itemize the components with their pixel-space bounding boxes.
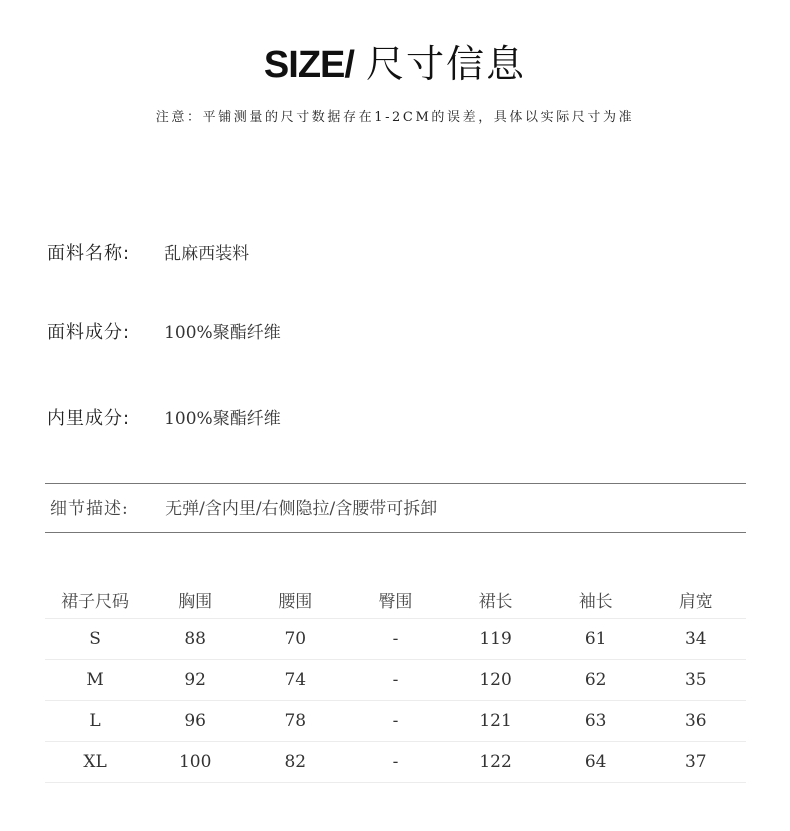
fabric-name-label: 面料名称: [47,243,131,264]
size-cell: L [89,711,101,731]
bust-cell: 100 [178,752,212,772]
shoulder-width-cell: 35 [684,670,707,690]
header-size: 裙子尺码 [61,591,130,612]
header-shoulder-width: 肩宽 [678,591,713,612]
lining-composition-row [47,404,281,434]
skirt-length-cell: 119 [479,629,512,649]
header-sleeve-length: 袖长 [578,591,613,612]
fabric-name-row [47,239,249,269]
page-title [0,40,790,89]
fabric-composition-row [47,318,281,348]
title-english: SIZE/ [263,44,354,86]
hip-cell: - [392,670,399,690]
table-row [45,660,746,701]
fabric-name-value: 乱麻西装料 [164,244,250,264]
shoulder-width-cell: 37 [684,752,707,772]
skirt-length-cell: 121 [479,711,512,731]
divider-bottom [45,532,746,533]
size-table [45,580,746,783]
shoulder-width-cell: 36 [684,711,707,731]
sleeve-length-cell: 62 [584,670,607,690]
header-skirt-length: 裙长 [478,591,513,612]
bust-cell: 88 [184,629,206,649]
skirt-length-cell: 120 [479,670,512,690]
hip-cell: - [392,629,399,649]
table-row [45,701,746,742]
lining-composition-label: 内里成分: [47,408,131,429]
skirt-length-cell: 122 [479,752,512,772]
waist-cell: 74 [284,670,307,690]
waist-cell: 70 [284,629,307,649]
size-table-header [45,580,746,619]
header-bust: 胸围 [178,591,213,612]
sleeve-length-cell: 61 [584,629,607,649]
bust-cell: 92 [184,670,206,690]
fabric-composition-value: 100%聚酯纤维 [164,323,281,343]
header-waist: 腰围 [278,591,313,612]
title-chinese: 尺寸信息 [366,42,527,86]
shoulder-width-cell: 34 [684,629,707,649]
detail-description-row [50,494,437,524]
header-hip: 臀围 [378,591,413,612]
size-cell: S [89,629,101,649]
detail-description-label: 细节描述: [50,499,129,519]
sleeve-length-cell: 63 [584,711,607,731]
hip-cell: - [392,711,399,731]
table-row [45,742,746,783]
measurement-note: 注意：平铺测量的尺寸数据存在1-2CM的误差，具体以实际尺寸为准 [155,110,635,125]
hip-cell: - [392,752,399,772]
table-row [45,619,746,660]
divider-top [45,483,746,484]
fabric-composition-label: 面料成分: [47,322,131,343]
lining-composition-value: 100%聚酯纤维 [164,409,281,429]
size-cell: XL [83,752,107,772]
size-cell: M [86,670,104,690]
detail-description-value: 无弹/含内里/右侧隐拉/含腰带可拆卸 [165,499,438,519]
bust-cell: 96 [184,711,206,731]
sleeve-length-cell: 64 [584,752,607,772]
waist-cell: 82 [284,752,307,772]
waist-cell: 78 [284,711,307,731]
